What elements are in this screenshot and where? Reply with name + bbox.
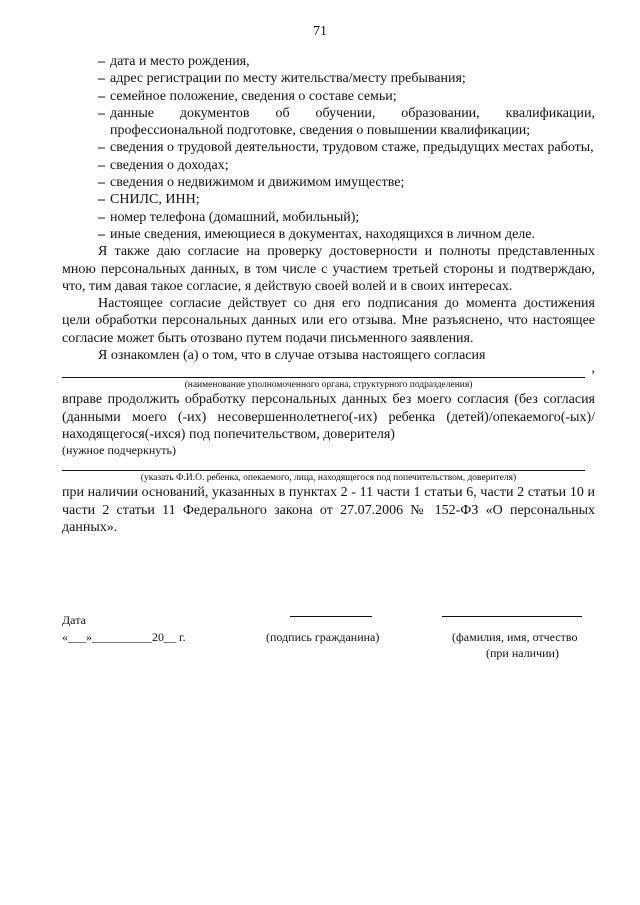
list-item: – иные сведения, имеющиеся в документах, находящихся в личном деле. [62,226,595,243]
name-caption: (фамилия, имя, отчество [452,630,578,644]
person-fill-line[interactable] [62,470,585,471]
authority-blank [62,361,595,379]
person-caption: (указать Ф.И.О. ребенка, опекаемого, лица, находящегося под попечительством, доверителя) [140,473,517,484]
comma: , [591,361,595,377]
paragraph-acknowledgement: Я ознакомлен (а) о том, что в случае отзыва настоящего согласия [98,348,486,364]
list-item: – сведения о недвижимом и движимом имуществе; [62,174,595,191]
personal-data-list [62,53,595,243]
list-item: – адрес регистрации по месту жительства/месту пребывания; [62,70,595,87]
paragraph-continue-processing: вправе продолжить обработку персональных данных без моего согласия (без согласия (данными моего (-их) несовершеннолетнего(-их) ребенка (детей)/опекаемого(-ых)/находящегося(-ихся) под попечительством, доверителя) [62,392,595,442]
authority-caption: (наименование уполномоченного органа, структурного подразделения) [184,380,473,391]
paragraph-verification-consent: Я также даю согласие на проверку достоверности и полноты представленных мною персональных данных, в том числе с участием третьей стороны и подтверждаю, что, тим давая такое согласие, я действую своей волей и в своих интересах. [62,244,595,294]
document-body [62,53,595,536]
authority-fill-line[interactable] [62,377,585,378]
list-item: – семейное положение, сведения о составе семьи; [62,88,595,105]
paragraph-legal-basis: при наличии оснований, указанных в пунктах 2 - 11 части 1 статьи 6, части 2 статьи 10 и части 2 статьи 11 Федерального закона от 27.07.2006 № 152-ФЗ «О персональных данных». [62,485,595,535]
list-item: – дата и место рождения, [62,53,595,70]
name-line[interactable] [442,616,582,617]
person-blank [62,457,595,472]
date-label: Дата [62,613,86,627]
date-field[interactable]: «___»__________20__ г. [62,630,186,644]
list-item: – сведения о трудовой деятельности, трудовом стаже, предыдущих местах работы, [62,139,595,156]
page-number: 71 [313,24,327,39]
list-item: – сведения о доходах; [62,157,595,174]
underline-note: (нужное подчеркнуть) [62,443,176,458]
list-item: – СНИЛС, ИНН; [62,191,595,208]
paragraph-consent-validity: Настоящее согласие действует со дня его подписания до момента достижения цели обработки персональных данных или его отзыва. Мне разъяснено, что настоящее согласие может быть отозвано путем подачи письменного заявления. [62,296,595,346]
list-item: – номер телефона (домашний, мобильный); [62,209,595,226]
signature-caption: (подпись гражданина) [266,630,380,644]
signature-line[interactable] [290,616,372,617]
name-caption-optional: (при наличии) [486,646,559,660]
list-item: – данные документов об обучении, образовании, квалификации, профессиональной подготовке, сведения о повышении квалификации; [62,105,595,140]
